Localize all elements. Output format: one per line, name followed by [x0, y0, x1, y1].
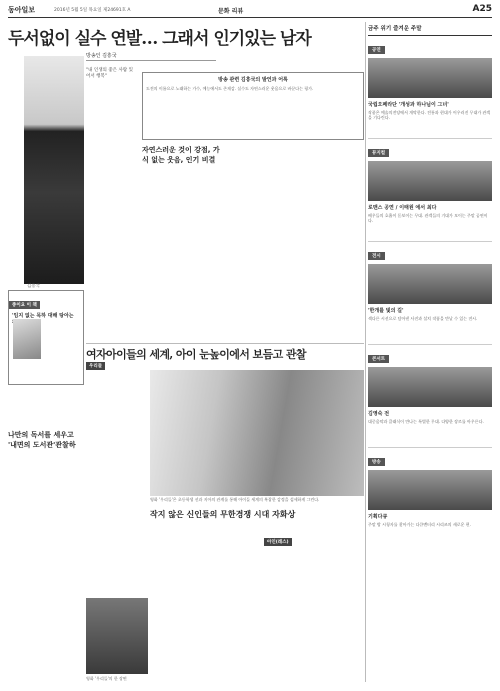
sidebar-item-image [368, 264, 492, 304]
book-cover-image [13, 319, 41, 359]
info-box-title: 방송 관련 김흥국의 발언과 어록 [218, 77, 288, 83]
pull-quote: "내 인생의 좋은 사람 있어서 행복" [86, 68, 133, 79]
page-header [8, 4, 492, 18]
book-box-title: '임지 없는 목하 대해 탕아는 [12, 313, 74, 319]
sidebar-item-tag: 콘서트 [368, 355, 389, 363]
review-column-2 [150, 520, 260, 680]
sidebar-item-image [368, 470, 492, 510]
sidebar-item [368, 345, 492, 448]
sidebar-item-tag: 뮤지컬 [368, 149, 389, 157]
sidebar-item-body: 대중음악과 클래식이 만나는 특별한 무대. 다양한 장르를 아우른다. [368, 419, 484, 424]
sidebar-item-image [368, 367, 492, 407]
review-tag-2: 아인(레스) [264, 538, 292, 546]
review-column-1 [86, 372, 148, 594]
sidebar-item-image [368, 161, 492, 201]
column-divider [365, 22, 366, 682]
newspaper-name: 동아일보 [8, 6, 36, 14]
sidebar-item [368, 139, 492, 242]
sidebar-item-title: '한개를 빛의 길' [368, 308, 404, 314]
sidebar-item-body: 주말 밤 시청자를 찾아가는 다큐멘터리 시리즈의 새로운 편. [368, 522, 471, 527]
book-box-tag: 종이요 이 책 [9, 301, 40, 309]
sidebar-item-tag: 방송 [368, 458, 385, 466]
book-box [8, 290, 84, 385]
sidebar-item-body: 색다른 시선으로 담아낸 사진과 설치 작품을 만날 수 있는 전시. [368, 316, 478, 321]
sidebar-title: 금주 위기 즐겨운 주말 [368, 22, 492, 36]
issue-date: 2016년 5월 5일 목요일 제24691호 A [54, 8, 131, 13]
body-column-2 [224, 145, 290, 341]
portrait-caption: 김흥국 [27, 284, 41, 289]
left-body-column [8, 455, 84, 680]
byline: 방송인 김흥국 [86, 51, 216, 61]
sidebar-item-title: 기획다큐 [368, 514, 388, 520]
third-headline: 작지 않은 신인들의 무한경쟁 시대 자화상 [150, 510, 296, 519]
section-title: 문화 리뷰 [218, 8, 244, 15]
review-column-3 [264, 550, 364, 680]
portrait-photo [24, 56, 84, 284]
sidebar-item-title: 로맨스 공연 / 이태원 에서 최다 [368, 205, 437, 211]
small-photo [86, 598, 148, 674]
sidebar-item [368, 36, 492, 139]
sidebar-item-title: 김영숙 전 [368, 411, 390, 417]
sidebar-item-tag: 공연 [368, 46, 385, 54]
second-headline: 여자아이들의 세계, 아이 눈높이에서 보듬고 관찰 [86, 348, 306, 361]
divider-line [86, 343, 364, 344]
review-tag: 우리들 [86, 362, 105, 370]
sidebar-item-title: 국립오페라단 '개성과 하나님이 그녀' [368, 102, 449, 108]
small-photo-caption: 영화 '우리들'의 한 장면 [86, 676, 127, 681]
article-subhead: 자연스러운 것이 강점, 가식 없는 웃음, 인기 비결 [142, 146, 220, 164]
body-column-1 [86, 120, 138, 340]
main-headline: 두서없이 실수 연발… 그래서 인기있는 남자 [8, 29, 311, 49]
film-still-caption: 영화 '우리들'은 초등학생 선과 지아의 관계를 통해 아이들 세계의 복잡한 감정을 섬세하게 그린다. [150, 497, 320, 502]
sidebar-item-tag: 전시 [368, 252, 385, 260]
page-number: A25 [472, 4, 492, 14]
body-column-3 [294, 145, 364, 341]
sidebar-item-image [368, 58, 492, 98]
sidebar [368, 22, 492, 687]
sidebar-item [368, 242, 492, 345]
info-box-text: 도전의 이름으로 노래하는 가수, 예능에서도 존재감. 실수도 자연스러운 웃음으로 바꾼다는 평가. [146, 86, 314, 91]
sidebar-item-body: 배우들의 호흡이 돋보이는 무대. 관객들의 기대가 모이는 주말 공연이다. [368, 213, 488, 224]
sidebar-item [368, 448, 492, 547]
film-still-photo [150, 370, 364, 496]
info-box [142, 72, 364, 140]
sidebar-item-body: 작품은 예술의전당에서 개막한다. 전통과 현대가 어우러진 무대가 관객을 기다린다. [368, 110, 491, 121]
left-headline: 나만의 독서를 세우고 '내면의 도서관'관찰하 [8, 431, 76, 449]
